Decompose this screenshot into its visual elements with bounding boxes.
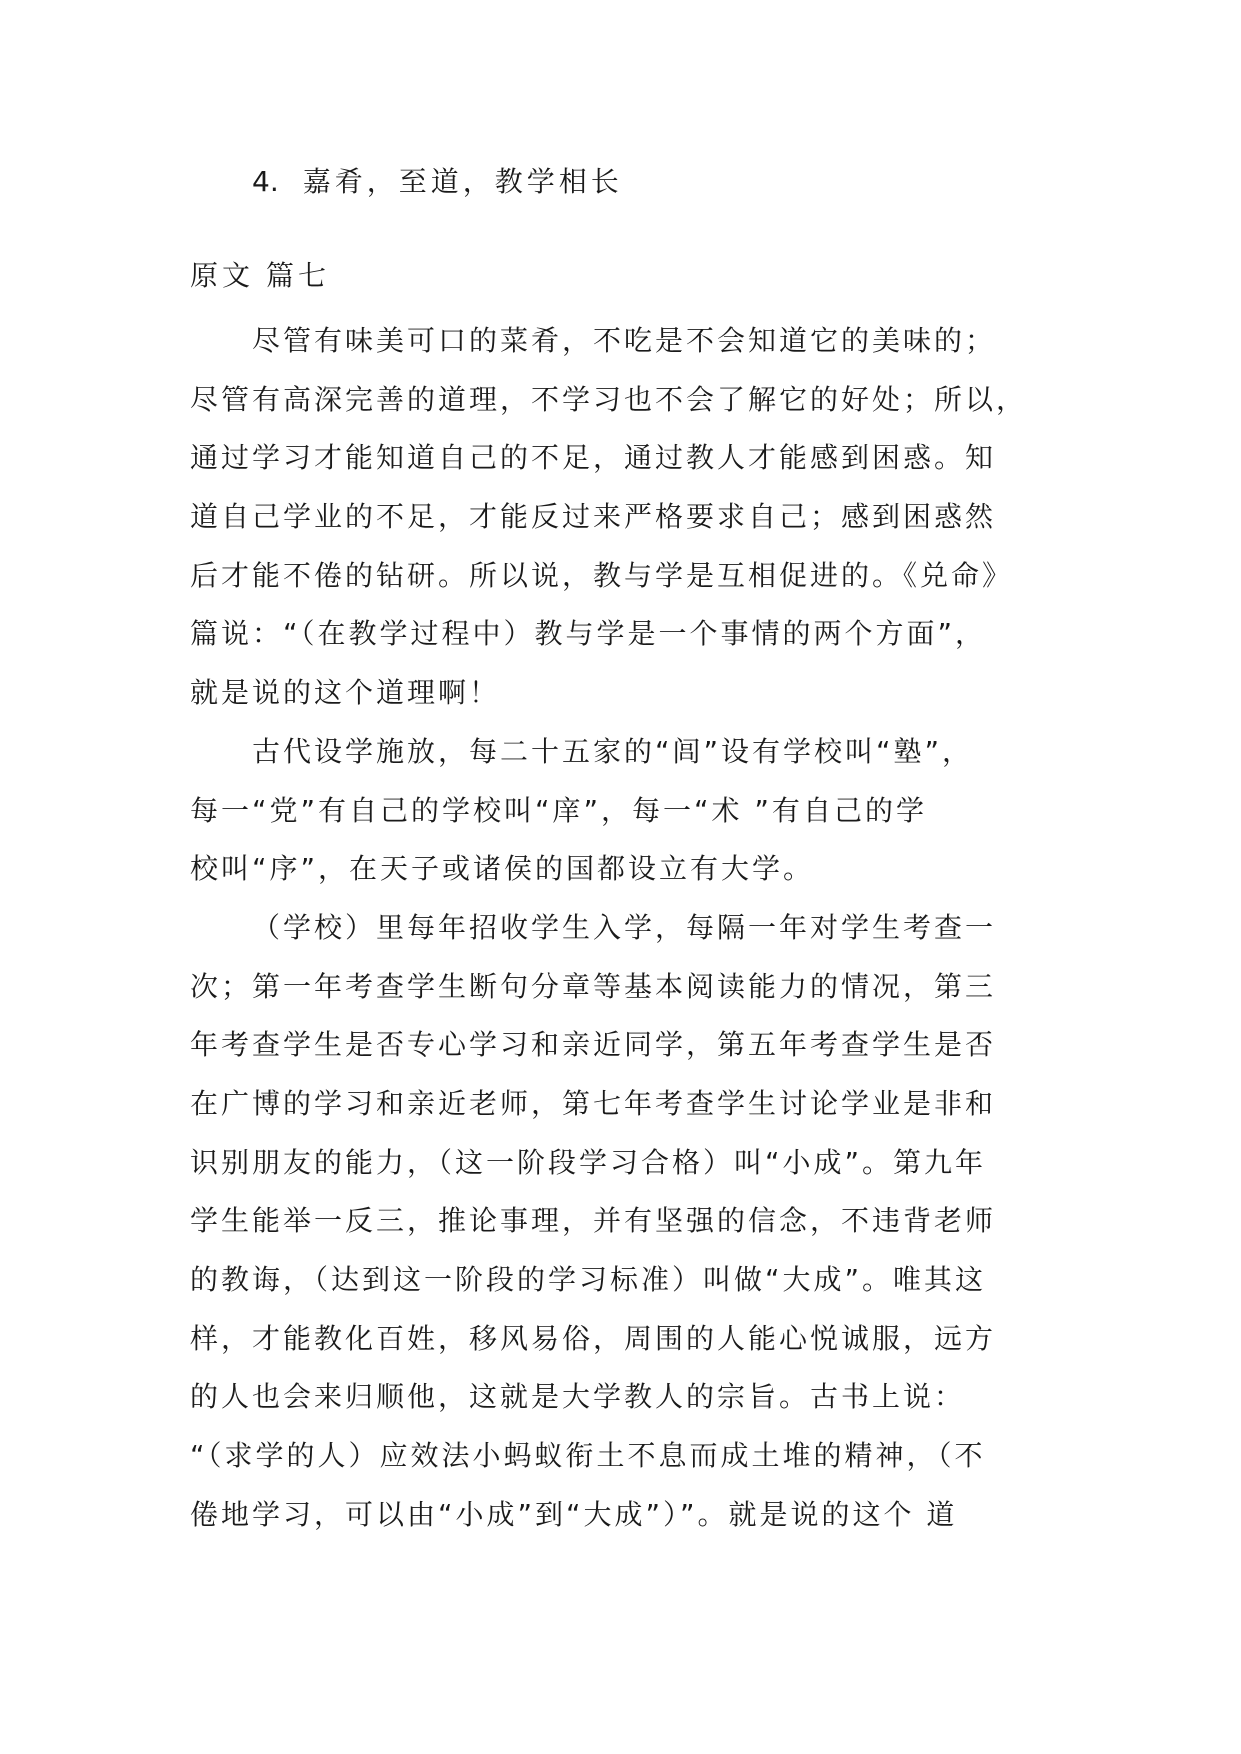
paragraph-line: 样，才能教化百姓，移风易俗，周围的人能心悦诚服，远方 bbox=[190, 1321, 997, 1355]
paragraph-line: 尽管有味美可口的菜肴，不吃是不会知道它的美味的； bbox=[252, 324, 997, 357]
paragraph-line: 通过学习才能知道自己的不足，通过教人才能感到困惑。知 bbox=[190, 441, 997, 475]
section-label bbox=[190, 254, 330, 294]
section-label-text: 原文 bbox=[190, 259, 255, 292]
paragraph-line: 识别朋友的能力，（这一阶段学习合格）叫“小成”。第九年 bbox=[190, 1145, 987, 1179]
body-text bbox=[190, 312, 1050, 1544]
paragraph-line: “（求学的人）应效法小蚂蚁衔土不息而成土堆的精神，（不 bbox=[190, 1439, 986, 1473]
paragraph-line: 尽管有高深完善的道理，不学习也不会了解它的好处；所以， bbox=[190, 382, 1028, 416]
paragraph-line: 后才能不倦的钻研。所以说，教与学是互相促进的。《兑命》 bbox=[190, 558, 1014, 592]
paragraph-line: 古代设学施放，每二十五家的“闾”设有学校叫“塾”， bbox=[252, 734, 974, 768]
paragraph-line: 道自己学业的不足，才能反过来严格要求自己；感到困惑然 bbox=[190, 500, 997, 534]
paragraph-line: 学生能举一反三，推论事理，并有坚强的信念，不违背老师 bbox=[190, 1204, 997, 1238]
numbered-heading bbox=[252, 160, 623, 200]
paragraph-line: 篇说：“（在教学过程中）教与学是一个事情的两个方面”， bbox=[190, 617, 987, 651]
paragraph-line: 的人也会来归顺他，这就是大学教人的宗旨。古书上说： bbox=[190, 1380, 966, 1414]
heading-text: 嘉肴，至道，教学相长 bbox=[302, 165, 623, 198]
paragraph-line: 就是说的这个道理啊！ bbox=[190, 676, 501, 710]
paragraph-line: （学校）里每年招收学生入学，每隔一年对学生考查一 bbox=[252, 910, 997, 944]
section-title: 篇七 bbox=[266, 259, 331, 292]
paragraph-line: 年考查学生是否专心学习和亲近同学，第五年考查学生是否 bbox=[190, 1028, 997, 1062]
paragraph-line: 校叫“序”，在天子或诸侯的国都设立有大学。 bbox=[190, 852, 815, 886]
paragraph-line: 次；第一年考查学生断句分章等基本阅读能力的情况，第三 bbox=[190, 969, 997, 1003]
paragraph-line: 每一“党”有自己的学校叫“庠”，每一“术 ”有自己的学 bbox=[190, 793, 927, 827]
paragraph-line: 的教诲，（达到这一阶段的学习标准）叫做“大成”。唯其这 bbox=[190, 1263, 987, 1296]
heading-number: 4. bbox=[252, 165, 279, 198]
paragraph-line: 倦地学习，可以由“小成”到“大成”）”。就是说的这个 道 bbox=[190, 1497, 958, 1531]
paragraph-line: 在广博的学习和亲近老师，第七年考查学生讨论学业是非和 bbox=[190, 1086, 997, 1120]
